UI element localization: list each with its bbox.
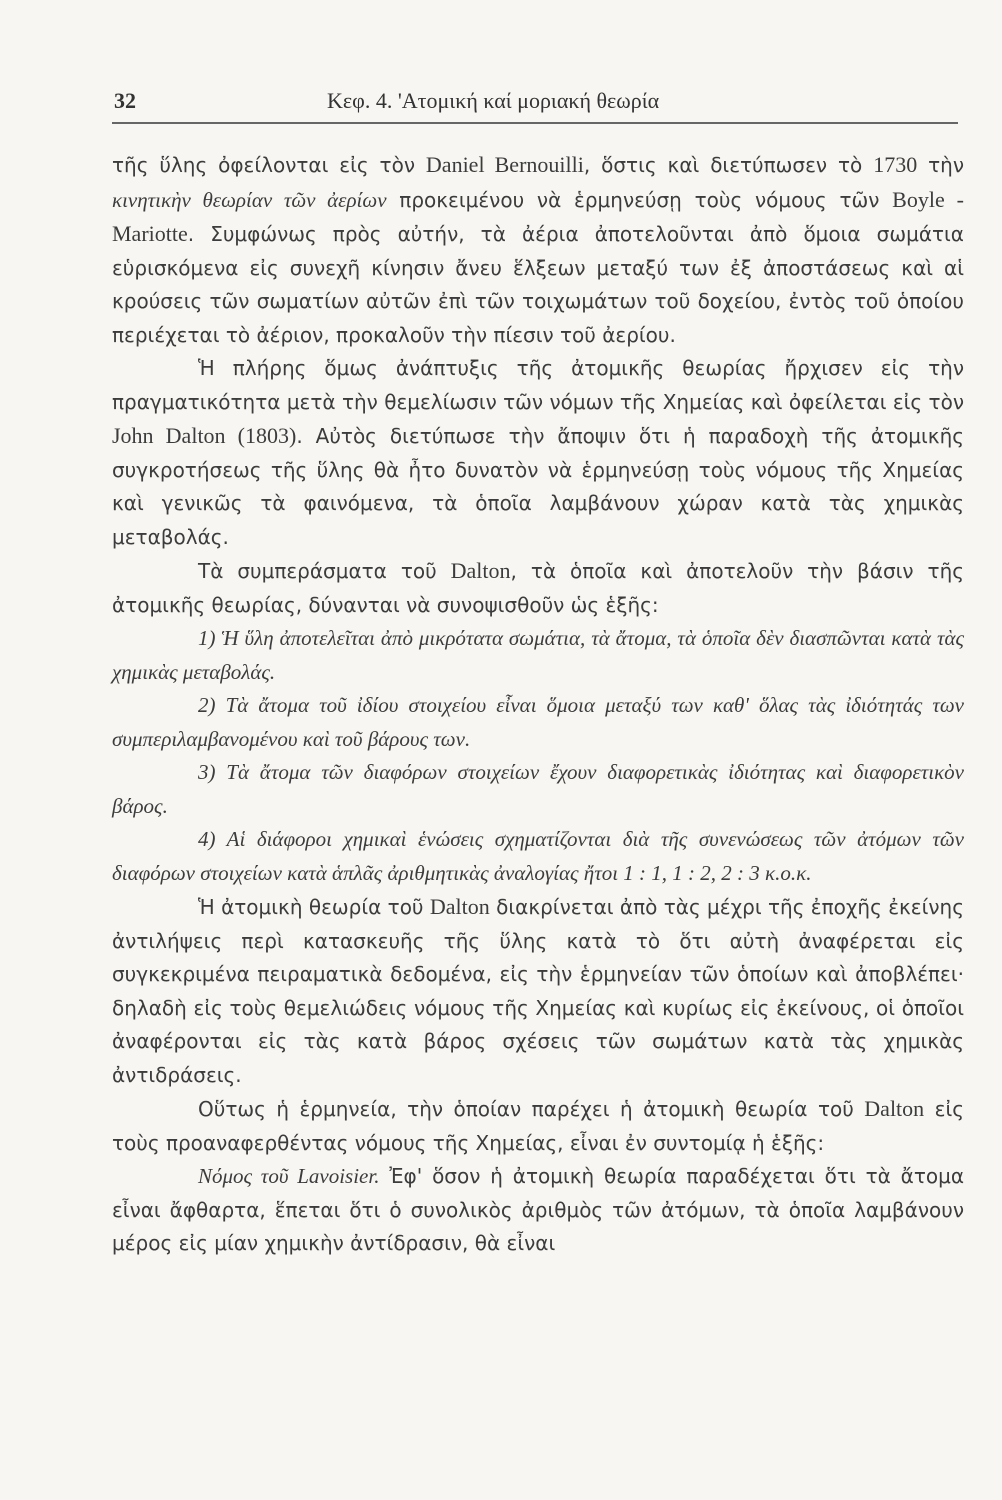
- person-name: John Dalton (1803): [112, 423, 297, 448]
- text-run: προκειμένου νὰ ἑρμηνεύσῃ τοὺς νόμους τῶν: [386, 187, 893, 212]
- text-run: . Αὐτὸς διετύπωσε τὴν ἄποψιν ὅτι ἡ παραδοχὴ τῆς ἀτομικῆς συγκροτήσεως τῆς ὕλης θὰ ἦτο δυνατὸν νὰ ἑρμηνεύσῃ τοὺς νόμους τῆς Χημείας καὶ γενικῶς τὰ φαινόμενα, τὰ ὁποῖα λαμβάνουν χώραν κατὰ τὰς χημικὰς μεταβολάς.: [112, 424, 965, 549]
- text-run: . Συμφώνως πρὸς αὐτήν, τὰ ἀέρια ἀποτελοῦνται ἀπὸ ὅμοια σωμάτια εὑρισκόμενα εἰς συνεχῆ κίνησιν ἄνευ ἕλξεων μεταξύ των ἐξ ἀποστάσεως καὶ αἱ κρούσεις τῶν σωματίων αὐτῶν ἐπὶ τῶν τοιχωμάτων τοῦ δοχείου, ἐντὸς τοῦ ὁποίου περιέχεται τὸ ἀέριον, προκαλοῦν τὴν πίεσιν τοῦ ἀερίου.: [112, 222, 964, 347]
- text-run: Ἡ πλήρης ὅμως ἀνάπτυξις τῆς ἀτομικῆς θεωρίας ἤρχισεν εἰς τὴν πραγματικότητα μετὰ τὴν θεμελίωσιν τῶν νόμων τῆς Χημείας καὶ ὀφείλεται εἰς τὸν: [112, 356, 964, 414]
- running-title: Κεφ. 4. 'Ατομική καί μοριακή θεωρία: [327, 88, 660, 113]
- text-run: , ὅστις καὶ διετύπωσεν τὸ: [583, 153, 874, 177]
- text-run: , τὰ ὁποῖα καὶ ἀποτελοῦν τὴν βάσιν τῆς ἀτομικῆς θεωρίας, δύνανται νὰ συνοψισθοῦν ὡς ἑξῆς:: [112, 559, 964, 617]
- page-number: 32: [114, 88, 136, 113]
- body-text: [112, 148, 964, 1261]
- person-name: Dalton: [450, 558, 511, 583]
- list-item: 2) Τὰ ἄτομα τοῦ ἰδίου στοιχείου εἶναι ὅμοια μεταξύ των καθ' ὅλας τὰς ἰδιότητάς των συμπεριλαμβανομένου καὶ τοῦ βάρους των.: [112, 693, 964, 751]
- text-run: εἰς τοὺς προαναφερθέντας νόμους τῆς Χημείας, εἶναι ἐν συντομίᾳ ἡ ἑξῆς:: [112, 1097, 964, 1155]
- text-run: Ἐφ' ὅσον ἡ ἀτομικὴ θεωρία παραδέχεται ὅτι τὰ ἄτομα εἶναι ἄφθαρτα, ἕπεται ὅτι ὁ συνολικὸς ἀριθμὸς τῶν ἀτόμων, τὰ ὁποῖα λαμβάνουν μέρος εἰς μίαν χημικὴν ἀντίδρασιν, θὰ εἶναι: [112, 1164, 965, 1255]
- page-header: [112, 82, 958, 124]
- paragraph-2: [112, 352, 964, 554]
- person-name: Dalton: [429, 894, 490, 919]
- law-heading: Νόμος τοῦ Lavoisier.: [198, 1164, 380, 1188]
- text-run: τὴν: [917, 153, 965, 177]
- list-item: 1) Ἡ ὕλη ἀποτελεῖται ἀπὸ μικρότατα σωμάτια, τὰ ἄτομα, τὰ ὁποῖα δὲν διασπῶνται κατὰ τὰς χημικὰς μεταβολάς.: [112, 626, 964, 684]
- paragraph-5: [112, 1092, 964, 1160]
- text-run: Τὰ συμπεράσματα τοῦ: [198, 559, 451, 583]
- year: 1730: [873, 152, 918, 177]
- text-run: Οὕτως ἡ ἑρμηνεία, τὴν ὁποίαν παρέχει ἡ ἀτομικὴ θεωρία τοῦ: [198, 1097, 865, 1121]
- theory-title: κινητικὴν θεωρίαν τῶν ἀερίων: [112, 187, 387, 212]
- list-item: 3) Τὰ ἄτομα τῶν διαφόρων στοιχείων ἔχουν διαφορετικὰς ἰδιότητας καὶ διαφορετικὸν βάρος.: [112, 760, 964, 818]
- text-run: Ἡ ἀτομικὴ θεωρία τοῦ: [198, 895, 430, 919]
- paragraph-6: [112, 1160, 964, 1261]
- text-run: διακρίνεται ἀπὸ τὰς μέχρι τῆς ἐποχῆς ἐκείνης ἀντιλήψεις περὶ κατασκευῆς τῆς ὕλης κατὰ τὸ ὅτι αὐτὴ ἀναφέρεται εἰς συγκεκριμένα πειραματικὰ δεδομένα, εἰς τὴν ἑρμηνείαν τῶν ὁποίων καὶ ἀποβλέπει· δηλαδὴ εἰς τοὺς θεμελιώδεις νόμους τῆς Χημείας καὶ κυρίως εἰς ἐκείνους, οἱ ὁποῖοι ἀναφέρονται εἰς τὰς κατὰ βάρος σχέσεις τῶν σωμάτων κατὰ τὰς χημικὰς ἀντιδράσεις.: [112, 895, 964, 1087]
- conclusions-list: [112, 622, 964, 890]
- person-name: Daniel Bernouilli: [425, 152, 584, 177]
- paragraph-1: [112, 148, 964, 352]
- paragraph-3: [112, 554, 964, 622]
- paragraph-4: [112, 890, 964, 1092]
- law-name: Boyle - Mariotte: [112, 186, 964, 246]
- text-run: τῆς ὕλης ὀφείλονται εἰς τὸν: [112, 153, 426, 177]
- list-item: 4) Αἱ διάφοροι χημικαὶ ἑνώσεις σχηματίζονται διὰ τῆς συνενώσεως τῶν ἀτόμων τῶν διαφόρων στοιχείων κατὰ ἁπλᾶς ἀριθμητικὰς ἀναλογίας ἤτοι 1 : 1, 1 : 2, 2 : 3 κ.ο.κ.: [112, 827, 964, 885]
- person-name: Dalton: [864, 1096, 925, 1121]
